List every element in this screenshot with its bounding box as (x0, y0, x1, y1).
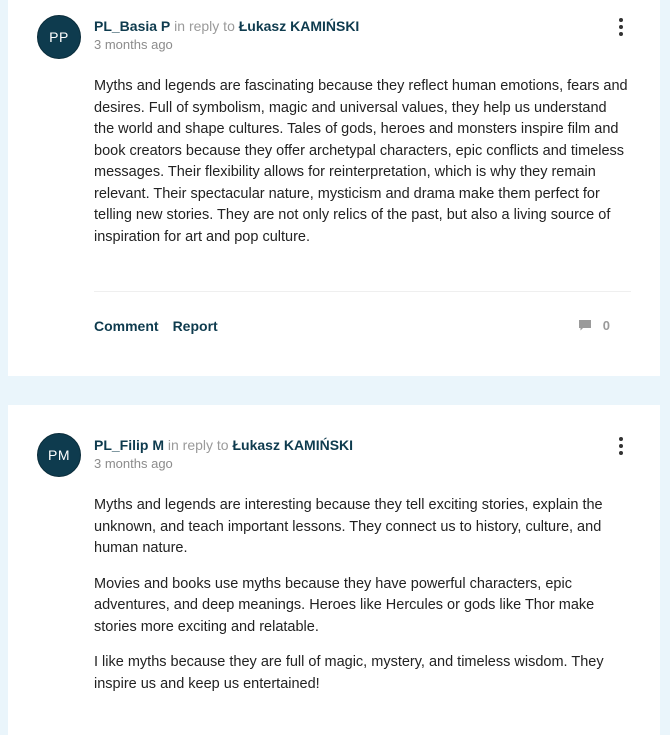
author-line (94, 436, 353, 454)
comment-body (94, 76, 630, 262)
comment-paragraph: I like myths because they are full of magic, mystery, and timeless wisdom. They inspire us and keep us entertained! (94, 654, 604, 692)
avatar[interactable]: PM (37, 433, 81, 477)
comment-card (8, 405, 660, 735)
comment-button[interactable]: Comment (94, 318, 159, 334)
timestamp: 3 months ago (94, 37, 173, 52)
comment-paragraph: Movies and books use myths because they have powerful characters, epic adventures, and deep meanings. Heroes like Hercules or gods like Thor make stories more exciting and relatable. (94, 575, 595, 635)
timestamp: 3 months ago (94, 456, 173, 471)
reply-count-value: 0 (602, 318, 610, 333)
comment-meta (94, 17, 359, 53)
comment-actions (94, 318, 218, 334)
author-name[interactable]: PL_Filip M (94, 437, 164, 453)
comment-body (94, 495, 630, 709)
comment-paragraph: Myths and legends are fascinating because they reflect human emotions, fears and desires. Full of symbolism, magic and universal values, they help us understand the world and shape cultures. Tales of gods, heroes and monsters inspire film and book creators because they offer archetypal characters, epic conflicts and timeless messages. Their flexibility allows for reinterpretation, which is why they remain relevant. Their spectacular nature, mysticism and drama make them perfect for telling new stories. They are not only relics of the past, but also a living source of inspiration for art and pop culture. (94, 78, 628, 245)
kebab-menu-icon[interactable] (616, 18, 626, 36)
kebab-menu-icon[interactable] (616, 437, 626, 455)
reply-prefix: in reply to (164, 437, 233, 453)
author-line (94, 17, 359, 35)
comment-card (8, 0, 660, 376)
comment-meta (94, 436, 353, 472)
report-button[interactable]: Report (172, 318, 218, 334)
comment-paragraph: Myths and legends are interesting because they tell exciting stories, explain the unknown, and teach important lessons. They connect us to history, culture, and human nature. (94, 497, 603, 556)
avatar[interactable]: PP (37, 15, 81, 59)
reply-target-name[interactable]: Łukasz KAMIŃSKI (238, 18, 360, 34)
speech-bubble-icon (579, 320, 591, 331)
author-name[interactable]: PL_Basia P (94, 18, 171, 34)
reply-count[interactable] (579, 318, 610, 333)
reply-prefix: in reply to (170, 18, 239, 34)
divider (94, 291, 631, 292)
reply-target-name[interactable]: Łukasz KAMIŃSKI (232, 437, 354, 453)
